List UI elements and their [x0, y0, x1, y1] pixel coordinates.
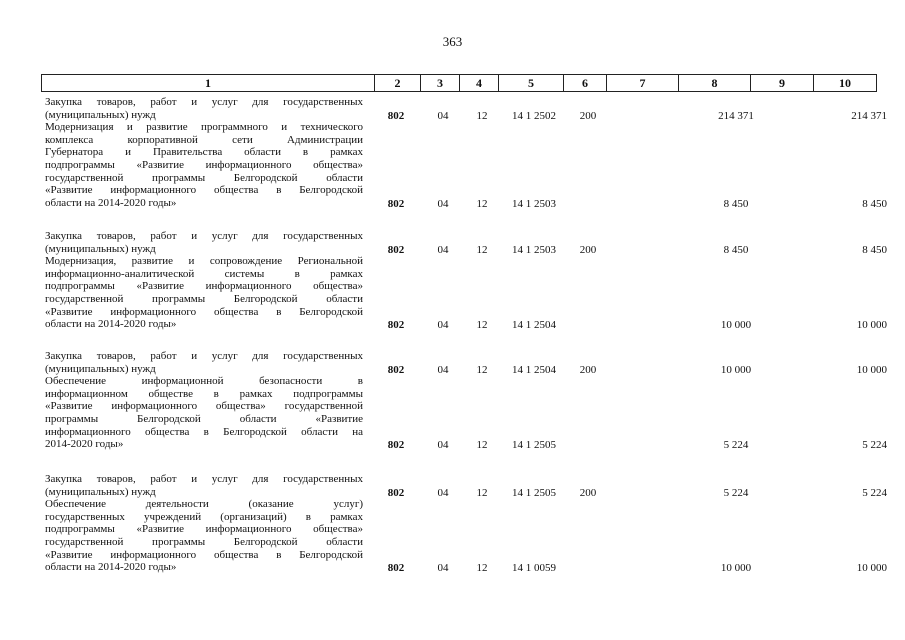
column-header-5: 5	[499, 75, 564, 92]
program-description-line: комплекса корпоративной сети Администрации	[45, 133, 363, 146]
purchase-row-c3-value: 04	[437, 243, 449, 256]
program-row-c8-value: 5 224	[723, 439, 749, 452]
program-description-line: «Развитие информационного общества в Белгородской	[45, 184, 363, 197]
program-description-line: Обеспечение информационной безопасности в	[45, 375, 363, 388]
purchase-row-c10-value: 214 371	[851, 109, 887, 122]
program-row-c5-value: 14 1 2504	[512, 319, 556, 332]
program-description-line: Обеспечение деятельности (оказание услуг)	[45, 498, 363, 511]
program-row-c3-value: 04	[437, 439, 449, 452]
purchase-description-line: Закупка товаров, работ и услуг для государственных	[45, 230, 363, 242]
entry-description	[45, 473, 363, 574]
program-description-line: информационном обществе в рамках подпрограммы	[45, 387, 363, 400]
program-description-line: области на 2014-2020 годы»	[45, 318, 177, 331]
page-number: 363	[442, 34, 463, 49]
column-header-1: 1	[42, 75, 375, 92]
column-header-3: 3	[421, 75, 460, 92]
program-description-line: «Развитие информационного общества в Белгородской	[45, 305, 363, 318]
program-row-c4-value: 12	[476, 319, 488, 332]
purchase-description-line: Закупка товаров, работ и услуг для государственных	[45, 473, 363, 485]
program-row-c3-value: 04	[437, 319, 449, 332]
purchase-description-line: (муниципальных) нужд	[45, 108, 156, 121]
entry-description	[45, 96, 363, 209]
program-description-line: государственной программы Белгородской области	[45, 292, 363, 305]
program-description-line: информационного общества в Белгородской области на	[45, 425, 363, 438]
purchase-row-c4-value: 12	[476, 109, 488, 122]
purchase-row-c10-value: 5 224	[862, 486, 887, 499]
purchase-row-c2-value: 802	[387, 486, 405, 499]
purchase-row-c4-value: 12	[476, 243, 488, 256]
program-description-line: Модернизация, развитие и сопровождение Региональной	[45, 255, 363, 268]
column-header-2: 2	[375, 75, 421, 92]
purchase-row-c8-value: 10 000	[720, 363, 752, 376]
program-row-c5-value: 14 1 2503	[512, 197, 556, 210]
purchase-row-c6-value: 200	[579, 486, 597, 499]
purchase-row-c8-value: 214 371	[718, 109, 754, 122]
purchase-row-c8-value: 8 450	[723, 243, 749, 256]
program-description-line: «Развитие информационного общества» государственной	[45, 400, 363, 413]
program-row-c5-value: 14 1 2505	[512, 439, 556, 452]
program-description-line: подпрограммы «Развитие информационного общества»	[45, 523, 363, 536]
program-description-line: области на 2014-2020 годы»	[45, 561, 177, 574]
purchase-row-c2-value: 802	[387, 363, 405, 376]
program-row-c5-value: 14 1 0059	[512, 562, 556, 575]
program-description-line: подпрограммы «Развитие информационного общества»	[45, 158, 363, 171]
program-description-line: государственной программы Белгородской области	[45, 171, 363, 184]
program-row-c4-value: 12	[476, 197, 488, 210]
column-header-table	[41, 74, 877, 92]
program-description-line: государственных учреждений (организаций) в рамках	[45, 510, 363, 523]
program-row-c4-value: 12	[476, 439, 488, 452]
purchase-row-c2-value: 802	[387, 243, 405, 256]
column-header-row	[42, 75, 877, 92]
purchase-row-c10-value: 10 000	[856, 363, 887, 376]
purchase-row-c6-value: 200	[579, 243, 597, 256]
purchase-row-c4-value: 12	[476, 363, 488, 376]
program-description-line: программы Белгородской области «Развитие	[45, 412, 363, 425]
purchase-row-c8-value: 5 224	[723, 486, 749, 499]
purchase-description-line: (муниципальных) нужд	[45, 242, 156, 255]
program-row-c2-value: 802	[387, 319, 405, 332]
purchase-row-c5-value: 14 1 2505	[512, 486, 556, 499]
program-row-c10-value: 8 450	[862, 197, 887, 210]
purchase-row-c2-value: 802	[387, 109, 405, 122]
column-header-4: 4	[460, 75, 499, 92]
purchase-row-c5-value: 14 1 2503	[512, 243, 556, 256]
program-row-c3-value: 04	[437, 197, 449, 210]
program-row-c8-value: 8 450	[723, 197, 749, 210]
purchase-row-c5-value: 14 1 2502	[512, 109, 556, 122]
purchase-description-line: (муниципальных) нужд	[45, 362, 156, 375]
program-row-c2-value: 802	[387, 197, 405, 210]
entry-description	[45, 350, 363, 451]
column-header-6: 6	[564, 75, 607, 92]
program-description-line: государственной программы Белгородской области	[45, 535, 363, 548]
program-row-c4-value: 12	[476, 562, 488, 575]
program-description-line: области на 2014-2020 годы»	[45, 196, 177, 209]
program-row-c3-value: 04	[437, 562, 449, 575]
purchase-row-c3-value: 04	[437, 109, 449, 122]
purchase-row-c3-value: 04	[437, 363, 449, 376]
program-row-c2-value: 802	[387, 439, 405, 452]
column-header-10: 10	[814, 75, 877, 92]
purchase-description-line: Закупка товаров, работ и услуг для государственных	[45, 350, 363, 362]
purchase-row-c4-value: 12	[476, 486, 488, 499]
column-header-7: 7	[607, 75, 679, 92]
program-row-c8-value: 10 000	[720, 319, 752, 332]
program-description-line: 2014-2020 годы»	[45, 438, 124, 451]
purchase-row-c6-value: 200	[579, 109, 597, 122]
program-description-line: подпрограммы «Развитие информационного общества»	[45, 280, 363, 293]
entry-description	[45, 230, 363, 331]
program-description-line: Модернизация и развитие программного и технического	[45, 121, 363, 134]
column-header-8: 8	[679, 75, 751, 92]
program-row-c10-value: 5 224	[862, 439, 887, 452]
purchase-row-c6-value: 200	[579, 363, 597, 376]
column-header-9: 9	[751, 75, 814, 92]
purchase-description-line: Закупка товаров, работ и услуг для государственных	[45, 96, 363, 108]
program-row-c10-value: 10 000	[856, 319, 887, 332]
program-description-line: «Развитие информационного общества в Белгородской	[45, 548, 363, 561]
purchase-row-c3-value: 04	[437, 486, 449, 499]
program-row-c10-value: 10 000	[856, 562, 887, 575]
program-description-line: информационно-аналитической системы в рамках	[45, 267, 363, 280]
program-row-c8-value: 10 000	[720, 562, 752, 575]
purchase-row-c10-value: 8 450	[862, 243, 887, 256]
purchase-description-line: (муниципальных) нужд	[45, 485, 156, 498]
program-row-c2-value: 802	[387, 562, 405, 575]
program-description-line: Губернатора и Правительства области в рамках	[45, 146, 363, 159]
purchase-row-c5-value: 14 1 2504	[512, 363, 556, 376]
